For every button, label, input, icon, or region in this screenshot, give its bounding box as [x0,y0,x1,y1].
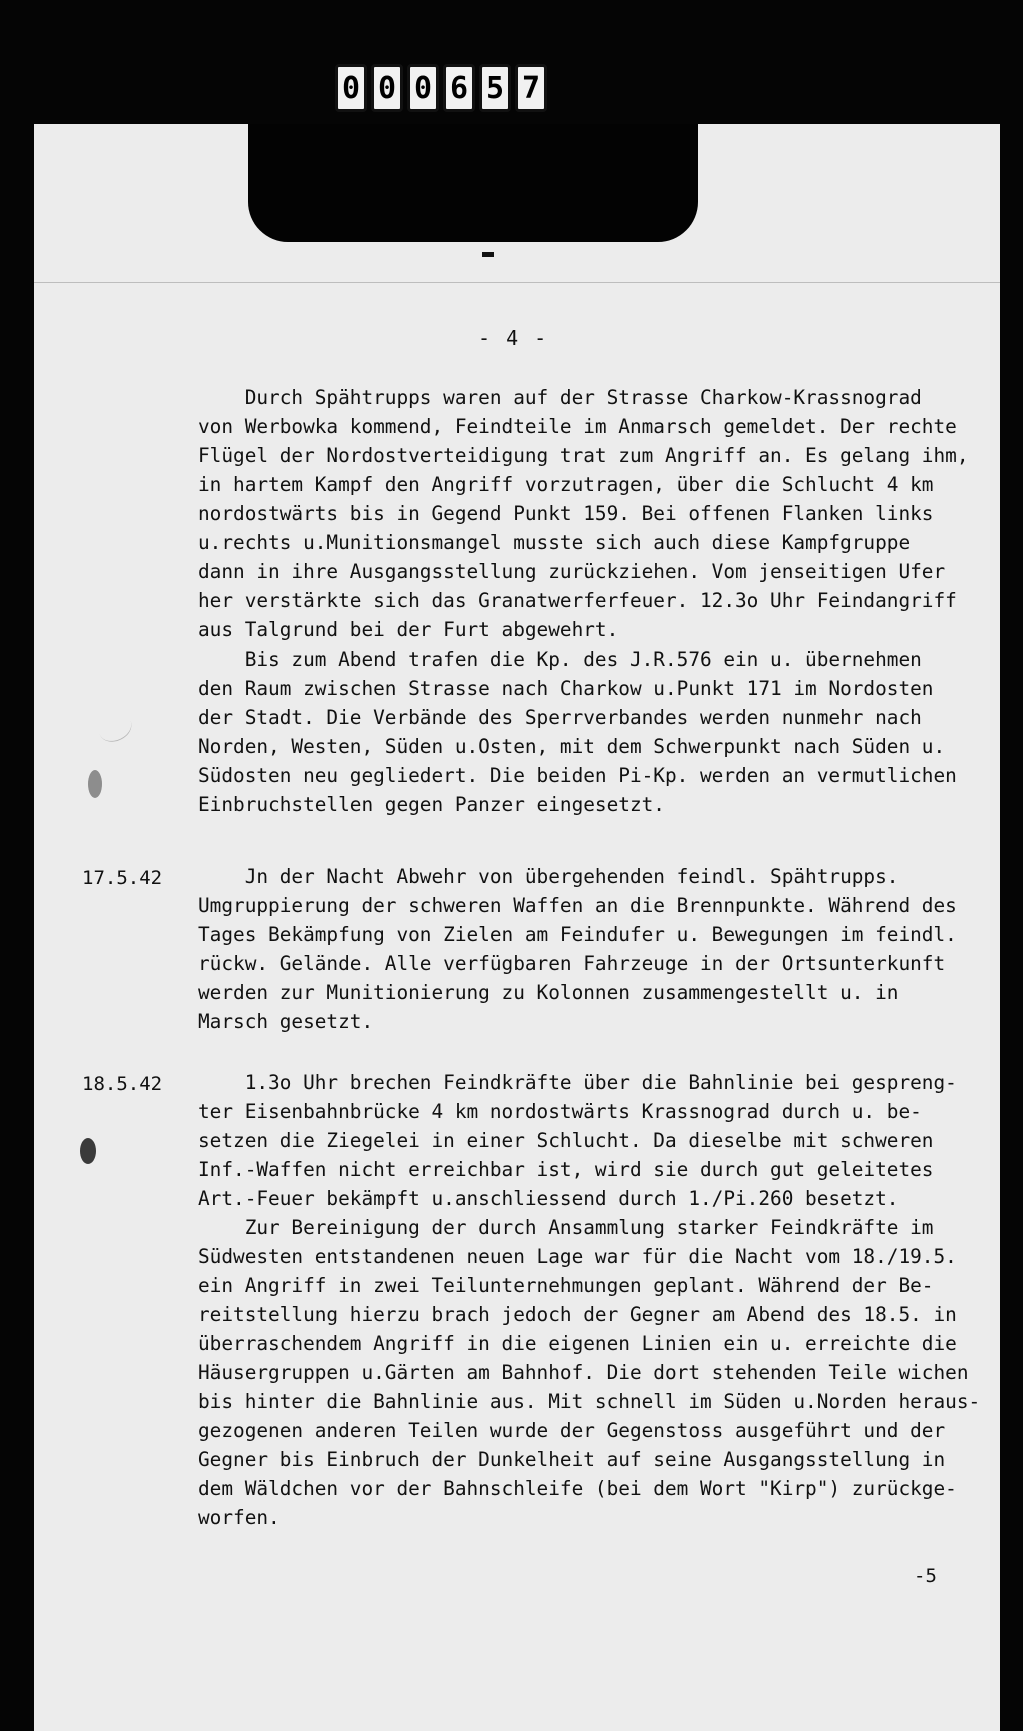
punch-hole [88,770,102,798]
stamp-digit: 0 [335,64,367,112]
binder-clip [248,124,698,242]
scan-line [34,282,1000,283]
page-number: - 4 - [478,326,549,350]
continuation-mark: -5 [914,1565,937,1587]
entry-paragraph: Durch Spähtrupps waren auf der Strasse Charkow-Krassnograd von Werbowka kommend, Feindteile im Anmarsch gemeldet. Der rechte Flügel der Nordostverteidigung trat zum Angriff an. Es gelang ihm, in hartem Kampf den Angriff vorzutragen, über die Schlucht 4 km nordostwärts bis in Gegend Punkt 159. Bei offenen Flanken links u.rechts u.Munitionsmangel musste sich auch diese Kampfgruppe dann in ihre Ausgangsstellung zurückziehen. Vom jenseitigen Ufer her verstärkte sich das Granatwerferfeuer. 12.3o Uhr Feindangriff aus Talgrund bei der Furt abgewehrt. [198,386,969,641]
stamp-digit: 5 [479,64,511,112]
stamp-digit: 0 [371,64,403,112]
entry-paragraph: Bis zum Abend trafen die Kp. des J.R.576 ein u. übernehmen den Raum zwischen Strasse nach Charkow u.Punkt 171 im Nordosten der Stadt. Die Verbände des Sperrverbandes werden nunmehr nach Norden, Westen, Süden u.Osten, mit dem Schwerpunkt nach Süden u. Südosten neu gegliedert. Die beiden Pi-Kp. werden an vermutlichen Einbruchstellen gegen Panzer eingesetzt. [198,648,957,816]
stamp-digit: 6 [443,64,475,112]
stamp-digit: 0 [407,64,439,112]
entry-date: 18.5.42 [82,1073,163,1095]
entry-paragraph: Zur Bereinigung der durch Ansammlung starker Feindkräfte im Südwesten entstandenen neuen Lage war für die Nacht vom 18./19.5. ein Angriff in zwei Teilunternehmungen geplant. Während der Be- reitstellung hierzu brach jedoch der Gegner am Abend des 18.5. in überraschendem Angriff in die eigenen Linien ein u. erreichte die Häusergruppen u.Gärten am Bahnhof. Die dort stehenden Teile wichen bis hinter die Bahnlinie aus. Mit schnell im Süden u.Norden heraus- gezogenen anderen Teilen wurde der Gegenstoss ausgeführt und der Gegner bis Einbruch der Dunkelheit auf seine Ausgangsstellung in dem Wäldchen vor der Bahnschleife (bei dem Wort "Kirp") zurückge- worfen. [198,1216,981,1529]
entry-paragraph: 1.3o Uhr brechen Feindkräfte über die Bahnlinie bei gespreng- ter Eisenbahnbrücke 4 km nordostwärts Krassnograd durch u. be- setzen die Ziegelei in einer Schlucht. Da dieselbe mit schweren Inf.-Waffen nicht erreichbar ist, wird sie durch gut geleitetes Art.-Feuer bekämpft u.anschliessend durch 1./Pi.260 besetzt. [198,1071,957,1210]
stamp-digit: 7 [515,64,547,112]
entry-paragraph: Jn der Nacht Abwehr von übergehenden feindl. Spähtrupps. Umgruppierung der schweren Waffen an die Brennpunkte. Während des Tages Bekämpfung von Zielen am Feindufer u. Bewegungen im feindl. rückw. Gelände. Alle verfügbaren Fahrzeuge in der Ortsunterkunft werden zur Munitionierung zu Kolonnen zusammengestellt u. in Marsch gesetzt. [198,865,957,1033]
punch-hole [80,1138,96,1164]
entry-date: 17.5.42 [82,867,163,889]
clip-mark [482,252,494,257]
archive-stamp [335,62,547,114]
